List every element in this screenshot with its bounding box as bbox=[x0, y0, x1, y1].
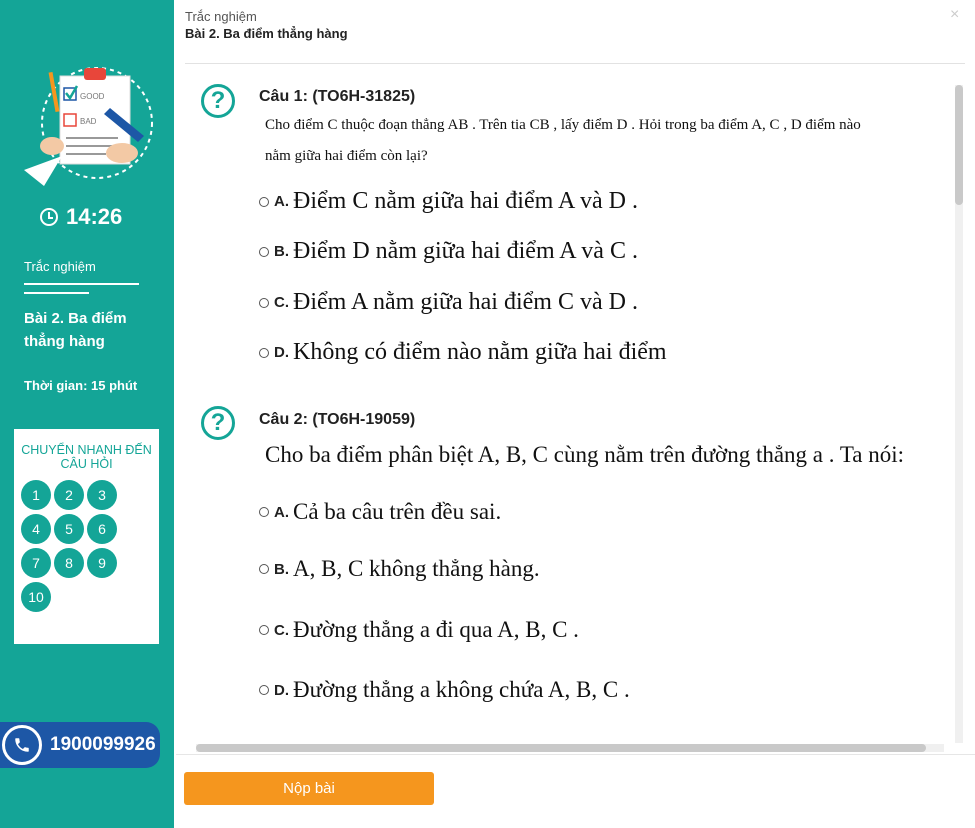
option-letter: D. bbox=[274, 681, 289, 699]
question-list bbox=[185, 64, 952, 744]
countdown-timer bbox=[40, 204, 122, 230]
option-letter: D. bbox=[274, 344, 289, 361]
question-mark-icon: ? bbox=[201, 84, 235, 118]
question-2-option-b[interactable] bbox=[259, 556, 540, 582]
submit-button[interactable]: Nộp bài bbox=[184, 772, 434, 805]
time-limit: Thời gian: 15 phút bbox=[24, 378, 138, 393]
option-text: Không có điểm nào nằm giữa hai điểm bbox=[293, 339, 667, 365]
checklist-illustration bbox=[22, 58, 162, 193]
bad-label: BAD bbox=[80, 117, 97, 126]
jump-question-7[interactable]: 7 bbox=[21, 548, 51, 578]
jump-question-8[interactable]: 8 bbox=[54, 548, 84, 578]
horizontal-scrollbar[interactable] bbox=[196, 744, 944, 752]
question-1-text: Cho điểm C thuộc đoạn thẳng AB . Trên tia CB , lấy điểm D . Hỏi trong ba điểm A, C , D điểm nào bbox=[265, 117, 861, 133]
option-letter: C. bbox=[274, 621, 289, 639]
vertical-scrollbar[interactable] bbox=[955, 85, 963, 743]
question-navigator bbox=[14, 429, 159, 644]
good-label: GOOD bbox=[80, 92, 105, 101]
question-2-option-d[interactable] bbox=[259, 677, 630, 703]
jump-question-9[interactable]: 9 bbox=[87, 548, 117, 578]
jump-question-5[interactable]: 5 bbox=[54, 514, 84, 544]
jump-question-10[interactable]: 10 bbox=[21, 582, 51, 612]
option-text: Đường thẳng a đi qua A, B, C . bbox=[293, 617, 579, 642]
question-1-text-cont: nằm giữa hai điểm còn lại? bbox=[265, 148, 428, 164]
scroll-thumb[interactable] bbox=[955, 85, 963, 205]
radio-button[interactable] bbox=[259, 197, 269, 207]
lesson-title: Bài 2. Ba điểm thẳng hàng bbox=[24, 310, 127, 350]
question-1-option-a[interactable] bbox=[259, 188, 638, 215]
option-text: Đường thẳng a không chứa A, B, C . bbox=[293, 677, 630, 702]
option-letter: B. bbox=[274, 243, 289, 260]
sidebar bbox=[0, 0, 174, 828]
option-text: Điểm C nằm giữa hai điểm A và D . bbox=[293, 188, 638, 214]
scroll-thumb[interactable] bbox=[196, 744, 926, 752]
footer-divider bbox=[176, 754, 975, 755]
option-letter: B. bbox=[274, 560, 289, 578]
question-1-option-c[interactable] bbox=[259, 289, 638, 316]
question-1-option-d[interactable] bbox=[259, 339, 667, 366]
radio-button[interactable] bbox=[259, 564, 269, 574]
radio-button[interactable] bbox=[259, 247, 269, 257]
jump-question-2[interactable]: 2 bbox=[54, 480, 84, 510]
jump-question-4[interactable]: 4 bbox=[21, 514, 51, 544]
divider bbox=[24, 292, 89, 294]
hotline-banner[interactable] bbox=[0, 722, 160, 768]
jump-question-6[interactable]: 6 bbox=[87, 514, 117, 544]
sidebar-section: Trắc nghiệm bbox=[24, 259, 96, 274]
page-header bbox=[185, 9, 348, 41]
jump-question-3[interactable]: 3 bbox=[87, 480, 117, 510]
radio-button[interactable] bbox=[259, 625, 269, 635]
navigator-title: CHUYỂN NHANH ĐẾN CÂU HỎI bbox=[21, 443, 152, 471]
option-text: Điểm D nằm giữa hai điểm A và C . bbox=[293, 238, 638, 264]
option-text: Cả ba câu trên đều sai. bbox=[293, 499, 502, 524]
jump-question-1[interactable]: 1 bbox=[21, 480, 51, 510]
radio-button[interactable] bbox=[259, 298, 269, 308]
question-2-option-a[interactable] bbox=[259, 499, 501, 525]
divider bbox=[24, 283, 139, 285]
question-number-grid bbox=[21, 480, 131, 612]
option-letter: A. bbox=[274, 193, 289, 210]
question-mark-icon: ? bbox=[201, 406, 235, 440]
option-letter: C. bbox=[274, 294, 289, 311]
question-1-option-b[interactable] bbox=[259, 238, 638, 265]
question-2-text: Cho ba điểm phân biệt A, B, C cùng nằm trên đường thẳng a . Ta nói: bbox=[265, 442, 905, 467]
page-title: Bài 2. Ba điểm thẳng hàng bbox=[185, 26, 348, 41]
radio-button[interactable] bbox=[259, 685, 269, 695]
radio-button[interactable] bbox=[259, 507, 269, 517]
timer-value: 14:26 bbox=[66, 204, 123, 229]
question-2-title: Câu 2: (TO6H-19059) bbox=[259, 411, 416, 428]
question-1-title: Câu 1: (TO6H-31825) bbox=[259, 88, 416, 105]
phone-icon bbox=[2, 725, 42, 765]
close-icon[interactable]: × bbox=[950, 6, 960, 23]
clock-icon bbox=[40, 208, 58, 226]
option-letter: A. bbox=[274, 503, 289, 521]
radio-button[interactable] bbox=[259, 348, 269, 358]
question-2-option-c[interactable] bbox=[259, 617, 579, 643]
option-text: Điểm A nằm giữa hai điểm C và D . bbox=[293, 289, 638, 315]
header-section: Trắc nghiệm bbox=[185, 9, 257, 24]
hotline-number: 1900099926 bbox=[50, 734, 156, 755]
option-text: A, B, C không thẳng hàng. bbox=[293, 556, 540, 581]
